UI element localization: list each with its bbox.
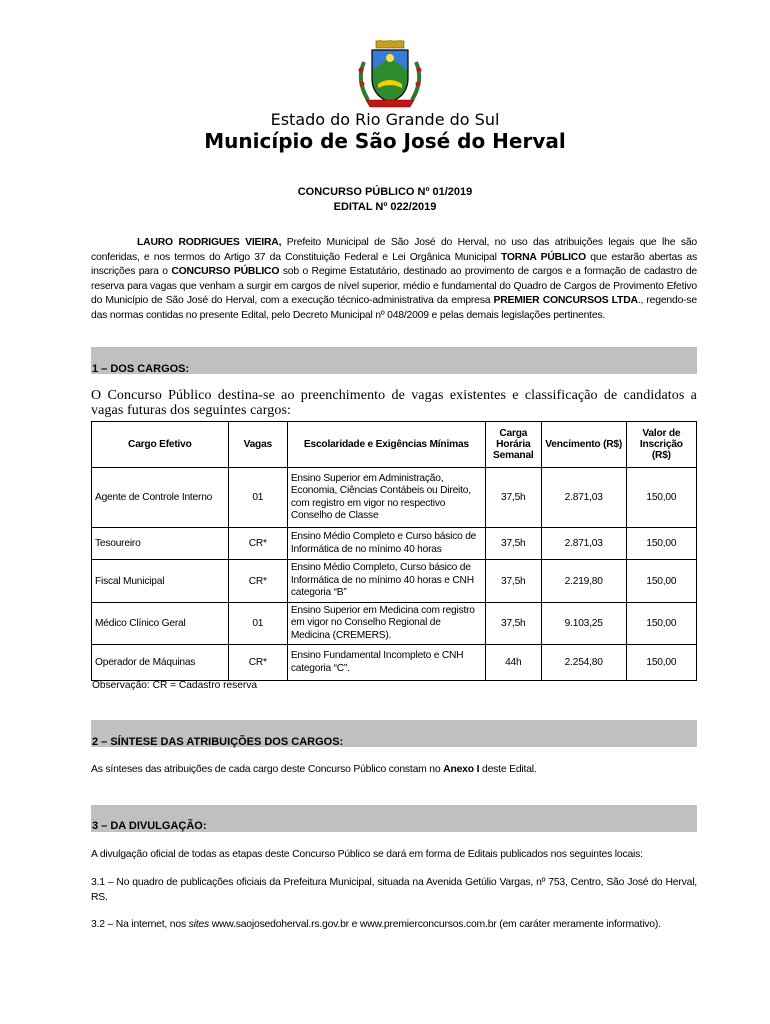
table-row xyxy=(92,645,697,681)
state-title: Estado do Rio Grande do Sul xyxy=(270,110,500,129)
cell-carga: 37,5h xyxy=(485,560,541,603)
cell-inscricao: 150,00 xyxy=(626,603,696,645)
positions-table xyxy=(91,421,697,681)
cell-cargo: Tesoureiro xyxy=(92,528,229,560)
cell-inscricao: 150,00 xyxy=(626,528,696,560)
table-row xyxy=(92,603,697,645)
col-header-vagas: Vagas xyxy=(228,422,287,468)
cell-cargo: Fiscal Municipal xyxy=(92,560,229,603)
municipality-title: Município de São José do Herval xyxy=(204,129,566,153)
section-3-item-2: 3.2 – Na internet, nos sites www.saojosedoherval.rs.gov.br e www.premierconcursos.com.br (em caráter meramente informativo). xyxy=(91,919,661,930)
col-header-vencimento: Vencimento (R$) xyxy=(541,422,626,468)
table-row xyxy=(92,560,697,603)
table-observation: Observação: CR = Cadastro reserva xyxy=(92,680,258,691)
cell-escolaridade: Ensino Médio Completo, Curso básico de Informática de no mínimo 40 horas e CNH categoria “B” xyxy=(287,560,485,603)
cell-vagas: CR* xyxy=(228,528,287,560)
intro-paragraph: LAURO RODRIGUES VIEIRA, Prefeito Municipal de São José do Herval, no uso das atribuições legais que lhe são conferidas, e nos termos do Artigo 37 da Constituição Federal e Lei Orgânica Municipal TORNA PÚBLICO que estarão abertas as inscrições para o CONCURSO PÚBLICO sob o Regime Estatutário, destinado ao provimento de cargos e a formação de cadastro de reserva para vagas que venham a surgir em cargos de nível superior, médio e fundamental do Quadro de Cargos de Provimento Efetivo do Município de São José do Herval, com a execução técnico-administrativa da empresa PREMIER CONCURSOS LTDA., regendo-se das normas contidas no presente Edital, pelo Decreto Municipal nº 048/2009 e pelas demais legislações pertinentes. xyxy=(91,237,697,321)
col-header-cargo: Cargo Efetivo xyxy=(92,422,229,468)
table-row xyxy=(92,528,697,560)
cell-vagas: 01 xyxy=(228,603,287,645)
coat-of-arms-emblem xyxy=(350,40,430,110)
cell-vagas: CR* xyxy=(228,560,287,603)
section-2-paragraph: As sínteses das atribuições de cada cargo deste Concurso Público constam no Anexo I deste Edital. xyxy=(91,764,537,775)
cell-escolaridade: Ensino Superior em Medicina com registro em vigor no Conselho Regional de Medicina (CREMERS). xyxy=(287,603,485,645)
cell-carga: 37,5h xyxy=(485,528,541,560)
cell-inscricao: 150,00 xyxy=(626,645,696,681)
cell-escolaridade: Ensino Fundamental Incompleto e CNH categoria “C”. xyxy=(287,645,485,681)
cell-cargo: Operador de Máquinas xyxy=(92,645,229,681)
contest-number: CONCURSO PÚBLICO Nº 01/2019 xyxy=(297,186,473,198)
col-header-escolaridade: Escolaridade e Exigências Mínimas xyxy=(287,422,485,468)
section-3-item-1: 3.1 – No quadro de publicações oficiais da Prefeitura Municipal, situada na Avenida Getúlio Vargas, nº 753, Centro, São José do Herval, RS. xyxy=(91,877,697,903)
edital-number: EDITAL Nº 022/2019 xyxy=(333,201,437,213)
cell-carga: 44h xyxy=(485,645,541,681)
cell-vencimento: 9.103,25 xyxy=(541,603,626,645)
cell-vencimento: 2.219,80 xyxy=(541,560,626,603)
cell-escolaridade: Ensino Superior em Administração, Economia, Ciências Contábeis ou Direito, com registro em vigor no respectivo Conselho de Classe xyxy=(287,468,485,528)
section-3-title: 3 – DA DIVULGAÇÃO: xyxy=(92,820,207,832)
col-header-carga: Carga Horária Semanal xyxy=(485,422,541,468)
col-header-inscricao: Valor de Inscrição (R$) xyxy=(626,422,696,468)
section-2-title: 2 – SÍNTESE DAS ATRIBUIÇÕES DOS CARGOS: xyxy=(92,736,344,748)
table-row xyxy=(92,468,697,528)
cell-cargo: Médico Clínico Geral xyxy=(92,603,229,645)
mayor-name: LAURO RODRIGUES VIEIRA, xyxy=(137,237,282,248)
cell-carga: 37,5h xyxy=(485,468,541,528)
cell-vagas: CR* xyxy=(228,645,287,681)
section-3-intro: A divulgação oficial de todas as etapas deste Concurso Público se dará em forma de Editais publicados nos seguintes locais: xyxy=(91,849,643,860)
section-1-title: 1 – DOS CARGOS: xyxy=(92,363,190,375)
cell-vencimento: 2.871,03 xyxy=(541,468,626,528)
anexo-reference: Anexo I xyxy=(443,764,480,775)
cell-escolaridade: Ensino Médio Completo e Curso básico de Informática de no mínimo 40 horas xyxy=(287,528,485,560)
table-header-row xyxy=(92,422,697,468)
cell-cargo: Agente de Controle Interno xyxy=(92,468,229,528)
cell-inscricao: 150,00 xyxy=(626,468,696,528)
cell-vencimento: 2.871,03 xyxy=(541,528,626,560)
company-name: PREMIER CONCURSOS LTDA xyxy=(493,295,638,307)
cell-carga: 37,5h xyxy=(485,603,541,645)
cell-inscricao: 150,00 xyxy=(626,560,696,603)
section-1-paragraph: O Concurso Público destina-se ao preenchimento de vagas existentes e classificação de candidatos a vagas futuras dos seguintes cargos: xyxy=(91,388,697,418)
cell-vencimento: 2.254,80 xyxy=(541,645,626,681)
cell-vagas: 01 xyxy=(228,468,287,528)
